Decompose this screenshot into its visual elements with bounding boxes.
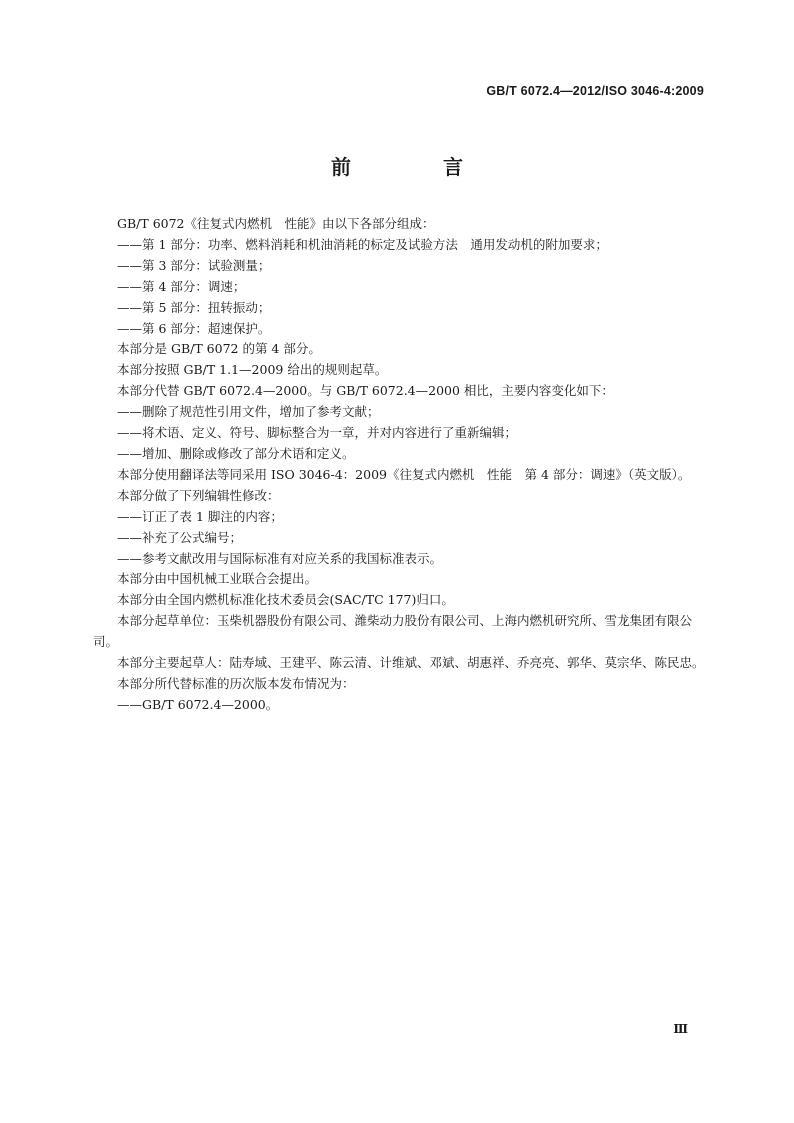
foreword-body	[93, 214, 709, 716]
paragraph-part-statement: 本部分是 GB/T 6072 的第 4 部分。	[117, 341, 321, 357]
list-item-change-2: ——将术语、定义、符号、脚标整合为一章，并对内容进行了重新编辑；	[117, 425, 518, 441]
paragraph-editorial: 本部分做了下列编辑性修改：	[117, 487, 280, 503]
list-item-part-4: ——第 4 部分：调速；	[117, 278, 246, 294]
paragraph-drafting-rule: 本部分按照 GB/T 1.1—2009 给出的规则起草。	[117, 362, 388, 378]
standard-code: GB/T 6072.4—2012/ISO 3046-4:2009	[486, 84, 704, 98]
paragraph-adoption: 本部分使用翻译法等同采用 ISO 3046-4：2009《往复式内燃机 性能 第 4 部分：调速》（英文版）。	[117, 466, 691, 482]
paragraph-drafters: 本部分主要起草人：陆寿域、王建平、陈云清、计维斌、邓斌、胡惠祥、乔亮亮、郭华、莫宗华、陈民忠。	[117, 655, 705, 671]
paragraph-proposed-by: 本部分由中国机械工业联合会提出。	[117, 571, 318, 587]
paragraph-composition: GB/T 6072《往复式内燃机 性能》由以下各部分组成：	[117, 216, 435, 231]
list-item-change-3: ——增加、删除或修改了部分术语和定义。	[117, 445, 355, 461]
list-item-history-1: ——GB/T 6072.4—2000。	[117, 696, 279, 712]
paragraph-history: 本部分所代替标准的历次版本发布情况为：	[117, 675, 355, 691]
list-item-part-6: ——第 6 部分：超速保护。	[117, 320, 271, 336]
page-title: 前 言	[331, 155, 499, 179]
list-item-part-5: ——第 5 部分：扭转振动；	[117, 299, 271, 315]
paragraph-centralized-by: 本部分由全国内燃机标准化技术委员会(SAC/TC 177)归口。	[117, 592, 454, 608]
list-item-part-3: ——第 3 部分：试验测量；	[117, 257, 271, 273]
list-item-edit-3: ——参考文献改用与国际标准有对应关系的我国标准表示。	[117, 550, 443, 566]
list-item-edit-1: ——订正了表 1 脚注的内容；	[117, 508, 283, 524]
list-item-part-1: ——第 1 部分：功率、燃料消耗和机油消耗的标定及试验方法 通用发动机的附加要求；	[117, 236, 608, 252]
paragraph-replaces: 本部分代替 GB/T 6072.4—2000。与 GB/T 6072.4—2000 相比，主要内容变化如下：	[117, 383, 614, 399]
paragraph-drafting-units: 本部分起草单位：玉柴机器股份有限公司、潍柴动力股份有限公司、上海内燃机研究所、雪龙集团有限公司。	[93, 613, 693, 650]
list-item-edit-2: ——补充了公式编号；	[117, 529, 243, 545]
page-number: Ⅲ	[673, 1022, 688, 1036]
list-item-change-1: ——删除了规范性引用文件，增加了参考文献；	[117, 404, 380, 420]
